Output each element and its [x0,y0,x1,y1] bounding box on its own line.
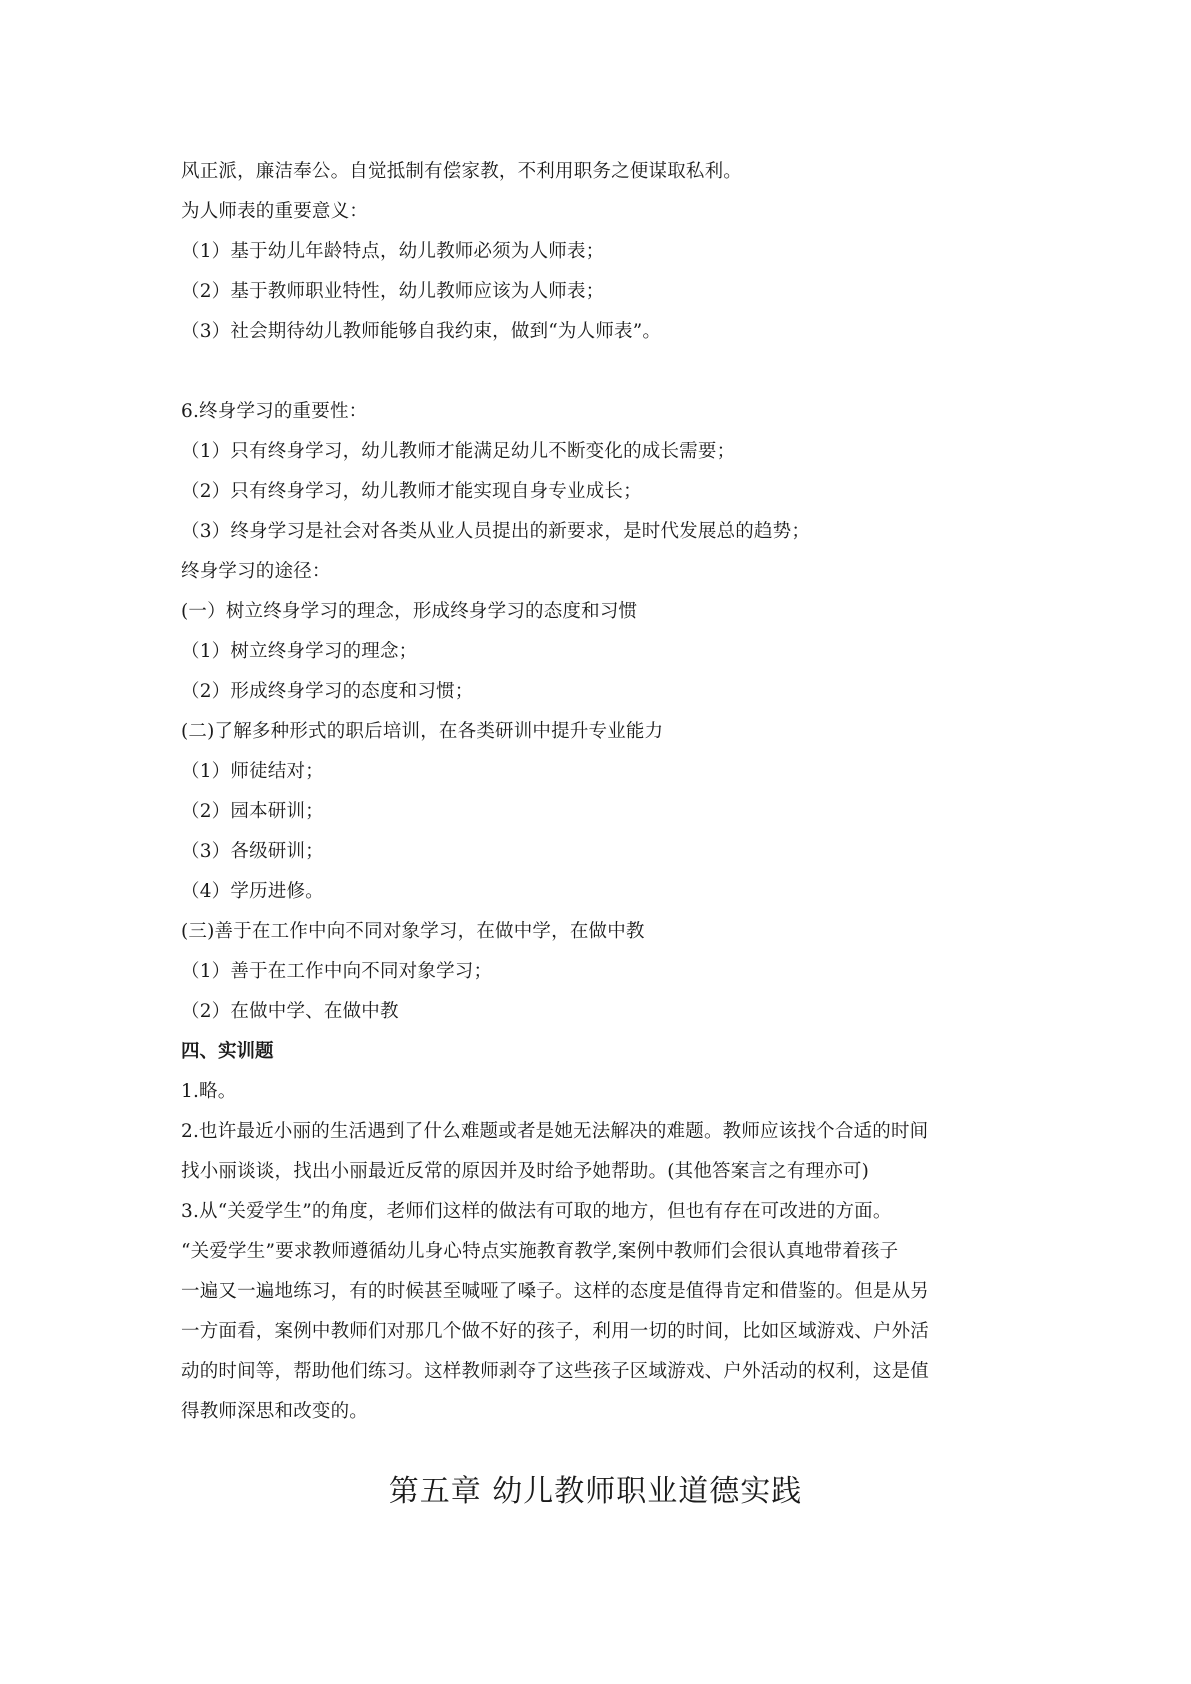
text-line: （2）基于教师职业特性，幼儿教师应该为人师表； [181,281,605,302]
text-line: （2）只有终身学习，幼儿教师才能实现自身专业成长； [181,481,642,502]
text-line: 为人师表的重要意义： [181,201,369,222]
section-heading: 四、实训题 [181,1041,274,1062]
text-line: （3）终身学习是社会对各类从业人员提出的新要求，是时代发展总的趋势； [181,521,811,542]
text-line: 6.终身学习的重要性： [181,401,368,422]
text-line: （4）学历进修。 [181,881,324,902]
text-line: （1）基于幼儿年龄特点，幼儿教师必须为人师表； [181,241,605,262]
text-line: （3）各级研训； [181,841,324,862]
text-line: (一）树立终身学习的理念，形成终身学习的态度和习惯 [181,601,638,622]
text-line: （2）形成终身学习的态度和习惯； [181,681,474,702]
document-body [181,152,1021,1432]
paragraph-gap [181,352,1021,392]
text-line: （3）社会期待幼儿教师能够自我约束，做到“为人师表”。 [181,321,662,342]
text-line: 风正派，廉洁奉公。自觉抵制有偿家教，不利用职务之便谋取私利。 [181,161,743,182]
text-line: （1）只有终身学习，幼儿教师才能满足幼儿不断变化的成长需要； [181,441,736,462]
text-line: (二)了解多种形式的职后培训，在各类研训中提升专业能力 [181,721,664,742]
text-line: （1）善于在工作中向不同对象学习； [181,961,493,982]
answer-line: 1.略。 [181,1081,237,1102]
chapter-title: 第五章 幼儿教师职业道德实践 [388,1474,803,1509]
answer-line: 动的时间等，帮助他们练习。这样教师剥夺了这些孩子区域游戏、户外活动的权利，这是值 [181,1361,930,1382]
answer-line: 3.从“关爱学生”的角度，老师们这样的做法有可取的地方，但也有存在可改进的方面。 [181,1201,892,1222]
answer-line: 得教师深思和改变的。 [181,1401,369,1422]
text-line: （2）园本研训； [181,801,324,822]
answer-line: 2.也许最近小丽的生活遇到了什么难题或者是她无法解决的难题。教师应该找个合适的时间 [181,1121,929,1142]
text-line: （1）师徒结对； [181,761,324,782]
answer-line: “关爱学生”要求教师遵循幼儿身心特点实施教育教学,案例中教师们会很认真地带着孩子 [181,1241,899,1262]
text-line: （1）树立终身学习的理念； [181,641,418,662]
answer-line: 一方面看，案例中教师们对那几个做不好的孩子，利用一切的时间，比如区域游戏、户外活 [181,1321,930,1342]
answer-line: 找小丽谈谈，找出小丽最近反常的原因并及时给予她帮助。(其他答案言之有理亦可) [181,1161,870,1182]
text-line: （2）在做中学、在做中教 [181,1001,399,1022]
text-line: 终身学习的途径： [181,561,331,582]
answer-line: 一遍又一遍地练习，有的时候甚至喊哑了嗓子。这样的态度是值得肯定和借鉴的。但是从另 [181,1281,930,1302]
text-line: (三)善于在工作中向不同对象学习，在做中学，在做中教 [181,921,645,942]
